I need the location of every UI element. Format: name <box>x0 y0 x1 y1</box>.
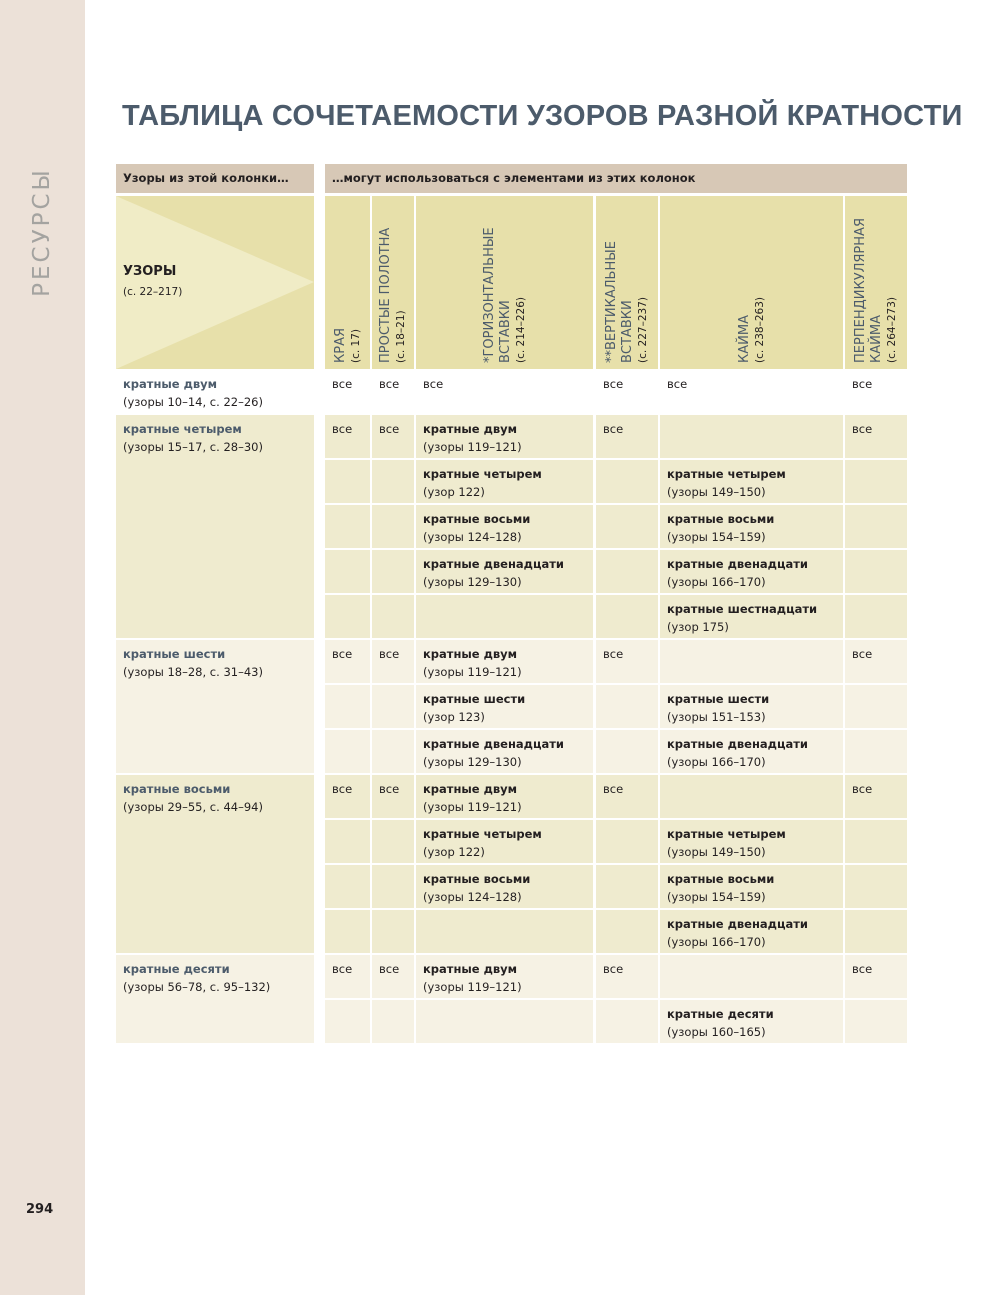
cell-value: все <box>332 647 353 661</box>
edges-cell <box>325 505 370 548</box>
plain-cell <box>372 370 414 415</box>
edges-cell <box>325 730 370 773</box>
perp-cell <box>845 820 907 863</box>
column-header-pages: (с. 227–237) <box>637 296 649 363</box>
cell-pattern-name: кратные четырем <box>667 467 786 481</box>
page-title: ТАБЛИЦА СОЧЕТАЕМОСТИ УЗОРОВ РАЗНОЙ КРАТНОСТИ <box>122 100 963 132</box>
page-number: 294 <box>26 1202 54 1217</box>
perp-cell <box>845 550 907 593</box>
perp-cell <box>845 910 907 953</box>
cell-pattern-name: кратные четырем <box>423 467 542 481</box>
group-pages: (узоры 10–14, с. 22–26) <box>123 395 263 409</box>
column-header-border <box>660 196 843 369</box>
cell-pattern-name: кратные двенадцати <box>667 557 808 571</box>
cell-value: все <box>379 422 400 436</box>
plain-cell <box>372 865 414 908</box>
section-label: РЕСУРСЫ <box>29 167 55 297</box>
cell-pattern-name: кратные четырем <box>667 827 786 841</box>
edges-cell <box>325 550 370 593</box>
perp-cell <box>845 955 907 998</box>
plain-cell <box>372 685 414 728</box>
row-group-label <box>116 775 314 953</box>
horizontal-insert-cell <box>416 1000 593 1043</box>
group-name: кратные десяти <box>123 962 230 976</box>
perp-cell <box>845 595 907 638</box>
column-header-name: **ВЕРТИКАЛЬНЫЕ ВСТАВКИ <box>604 240 635 363</box>
cell-value: все <box>379 962 400 976</box>
perp-cell <box>845 640 907 683</box>
horizontal-insert-cell <box>416 415 593 458</box>
horizontal-insert-cell <box>416 595 593 638</box>
vert-cell <box>596 775 658 818</box>
cell-value: все <box>603 377 624 391</box>
cell-pattern-pages: (узоры 124–128) <box>423 530 522 544</box>
vert-cell <box>596 1000 658 1043</box>
group-pages: (узоры 29–55, с. 44–94) <box>123 800 263 814</box>
cell-pattern-name: кратные двум <box>423 647 518 661</box>
border-cell <box>660 820 843 863</box>
column-header-pages: (с. 214–226) <box>514 296 527 363</box>
cell-pattern-name: кратные восьми <box>667 512 775 526</box>
vert-cell <box>596 595 658 638</box>
cell-value: все <box>603 782 624 796</box>
cell-value: все <box>379 782 400 796</box>
cell-pattern-pages: (узоры 151–153) <box>667 710 766 724</box>
plain-cell <box>372 955 414 998</box>
column-header-pages: (с. 238–263) <box>753 296 766 363</box>
plain-cell <box>372 595 414 638</box>
cell-pattern-name: кратные шести <box>423 692 526 706</box>
row-group-label <box>116 955 314 1043</box>
cell-value: все <box>603 647 624 661</box>
border-cell <box>660 955 843 998</box>
row-group-label <box>116 415 314 638</box>
cell-pattern-name: все <box>667 377 688 391</box>
cell-pattern-pages: (узоры 129–130) <box>423 575 522 589</box>
vert-cell <box>596 460 658 503</box>
cell-pattern-pages: (узор 122) <box>423 485 485 499</box>
perp-cell <box>845 865 907 908</box>
vert-cell <box>596 370 658 415</box>
column-header-pages: (с. 17) <box>349 328 362 363</box>
patterns-column-header <box>116 196 314 369</box>
cell-value: все <box>852 647 873 661</box>
border-cell <box>660 910 843 953</box>
column-header-edges <box>325 196 370 369</box>
horizontal-insert-cell <box>416 730 593 773</box>
border-cell <box>660 505 843 548</box>
column-header-name: ПРОСТЫЕ ПОЛОТНА <box>378 227 393 363</box>
plain-cell <box>372 730 414 773</box>
group-pages: (узоры 56–78, с. 95–132) <box>123 980 271 994</box>
plain-cell <box>372 550 414 593</box>
patterns-title: УЗОРЫ <box>123 264 177 279</box>
edges-cell <box>325 910 370 953</box>
edges-cell <box>325 820 370 863</box>
horizontal-insert-cell <box>416 775 593 818</box>
cell-pattern-name: кратные двум <box>423 782 518 796</box>
plain-cell <box>372 910 414 953</box>
border-cell <box>660 1000 843 1043</box>
border-cell <box>660 370 843 415</box>
plain-cell <box>372 820 414 863</box>
group-name: кратные шести <box>123 647 226 661</box>
cell-pattern-name: кратные четырем <box>423 827 542 841</box>
vert-cell <box>596 865 658 908</box>
plain-cell <box>372 640 414 683</box>
horizontal-insert-cell <box>416 370 593 415</box>
perp-cell <box>845 370 907 415</box>
horizontal-insert-cell <box>416 910 593 953</box>
horizontal-insert-cell <box>416 640 593 683</box>
edges-cell <box>325 595 370 638</box>
column-header-name: КРАЯ <box>332 327 348 363</box>
edges-cell <box>325 460 370 503</box>
cell-pattern-pages: (узор 175) <box>667 620 729 634</box>
cell-value: все <box>379 647 400 661</box>
perp-cell <box>845 415 907 458</box>
horizontal-insert-cell <box>416 460 593 503</box>
column-header-name: ПЕРПЕНДИКУЛЯРНАЯ КАЙМА <box>853 217 884 363</box>
plain-cell <box>372 415 414 458</box>
border-cell <box>660 775 843 818</box>
cell-pattern-name: кратные восьми <box>423 512 531 526</box>
perp-cell <box>845 460 907 503</box>
cell-pattern-name: кратные двум <box>423 962 518 976</box>
group-name: кратные двум <box>123 377 218 391</box>
cell-pattern-pages: (узор 123) <box>423 710 485 724</box>
cell-value: все <box>603 422 624 436</box>
cell-pattern-name: кратные десяти <box>667 1007 774 1021</box>
horizontal-insert-cell <box>416 820 593 863</box>
cell-pattern-pages: (узоры 149–150) <box>667 485 766 499</box>
cell-value: все <box>852 422 873 436</box>
vert-cell <box>596 730 658 773</box>
cell-pattern-pages: (узоры 119–121) <box>423 440 522 454</box>
edges-cell <box>325 370 370 415</box>
cell-value: все <box>852 782 873 796</box>
cell-pattern-name: кратные двенадцати <box>423 737 564 751</box>
cell-pattern-name: кратные шестнадцати <box>667 602 818 616</box>
arrow-shape <box>116 196 314 369</box>
cell-pattern-pages: (узоры 166–170) <box>667 755 766 769</box>
perp-cell <box>845 730 907 773</box>
vert-cell <box>596 415 658 458</box>
cell-value: все <box>603 962 624 976</box>
border-cell <box>660 595 843 638</box>
cell-pattern-name: все <box>423 377 444 391</box>
border-cell <box>660 460 843 503</box>
vert-cell <box>596 550 658 593</box>
border-cell <box>660 730 843 773</box>
column-header-pages: (с. 18–21) <box>395 309 407 363</box>
column-header-horizontal-inserts <box>416 196 593 369</box>
cell-value: все <box>332 422 353 436</box>
perp-cell <box>845 505 907 548</box>
horizontal-insert-cell <box>416 685 593 728</box>
vert-cell <box>596 640 658 683</box>
edges-cell <box>325 415 370 458</box>
vert-cell <box>596 955 658 998</box>
perp-cell <box>845 775 907 818</box>
cell-pattern-pages: (узоры 154–159) <box>667 890 766 904</box>
vert-cell <box>596 505 658 548</box>
cell-pattern-pages: (узоры 149–150) <box>667 845 766 859</box>
column-header-pages: (с. 264–273) <box>886 296 898 363</box>
border-cell <box>660 640 843 683</box>
cell-pattern-pages: (узоры 160–165) <box>667 1025 766 1039</box>
plain-cell <box>372 1000 414 1043</box>
horizontal-insert-cell <box>416 550 593 593</box>
vert-cell <box>596 910 658 953</box>
cell-pattern-pages: (узоры 119–121) <box>423 665 522 679</box>
vert-cell <box>596 820 658 863</box>
column-header-plain-fabric <box>372 196 414 369</box>
header-left: Узоры из этой колонки… <box>116 164 314 193</box>
cell-value: все <box>332 962 353 976</box>
edges-cell <box>325 865 370 908</box>
edges-cell <box>325 640 370 683</box>
column-header-vertical-inserts <box>596 196 658 369</box>
cell-pattern-pages: (узоры 166–170) <box>667 935 766 949</box>
edges-cell <box>325 955 370 998</box>
cell-pattern-name: кратные восьми <box>423 872 531 886</box>
border-cell <box>660 865 843 908</box>
cell-pattern-pages: (узоры 124–128) <box>423 890 522 904</box>
cell-pattern-name: кратные шести <box>667 692 770 706</box>
cell-pattern-pages: (узоры 166–170) <box>667 575 766 589</box>
cell-pattern-name: кратные двенадцати <box>667 737 808 751</box>
cell-pattern-name: кратные восьми <box>667 872 775 886</box>
column-header-name: *ГОРИЗОНТАЛЬНЫЕ ВСТАВКИ <box>481 226 513 363</box>
row-group-label <box>116 370 314 415</box>
plain-cell <box>372 460 414 503</box>
group-name: кратные четырем <box>123 422 242 436</box>
border-cell <box>660 550 843 593</box>
perp-cell <box>845 685 907 728</box>
row-group-label <box>116 640 314 773</box>
patterns-pages: (с. 22–217) <box>123 286 183 298</box>
group-name: кратные восьми <box>123 782 231 796</box>
cell-value: все <box>379 377 400 391</box>
vert-cell <box>596 685 658 728</box>
edges-cell <box>325 775 370 818</box>
edges-cell <box>325 1000 370 1043</box>
plain-cell <box>372 505 414 548</box>
cell-value: все <box>852 377 873 391</box>
horizontal-insert-cell <box>416 865 593 908</box>
cell-pattern-name: кратные двенадцати <box>667 917 808 931</box>
header-right: …могут использоваться с элементами из этих колонок <box>325 164 907 193</box>
cell-value: все <box>332 782 353 796</box>
horizontal-insert-cell <box>416 955 593 998</box>
column-header-name: КАЙМА <box>736 314 752 363</box>
perp-cell <box>845 1000 907 1043</box>
border-cell <box>660 685 843 728</box>
cell-value: все <box>852 962 873 976</box>
group-pages: (узоры 18–28, с. 31–43) <box>123 665 263 679</box>
group-pages: (узоры 15–17, с. 28–30) <box>123 440 263 454</box>
border-cell <box>660 415 843 458</box>
cell-pattern-pages: (узоры 154–159) <box>667 530 766 544</box>
cell-pattern-pages: (узоры 119–121) <box>423 800 522 814</box>
column-header-perpendicular-border <box>845 196 907 369</box>
cell-pattern-pages: (узоры 129–130) <box>423 755 522 769</box>
horizontal-insert-cell <box>416 505 593 548</box>
cell-pattern-pages: (узор 122) <box>423 845 485 859</box>
cell-value: все <box>332 377 353 391</box>
cell-pattern-name: кратные двенадцати <box>423 557 564 571</box>
edges-cell <box>325 685 370 728</box>
cell-pattern-name: кратные двум <box>423 422 518 436</box>
cell-pattern-pages: (узоры 119–121) <box>423 980 522 994</box>
plain-cell <box>372 775 414 818</box>
